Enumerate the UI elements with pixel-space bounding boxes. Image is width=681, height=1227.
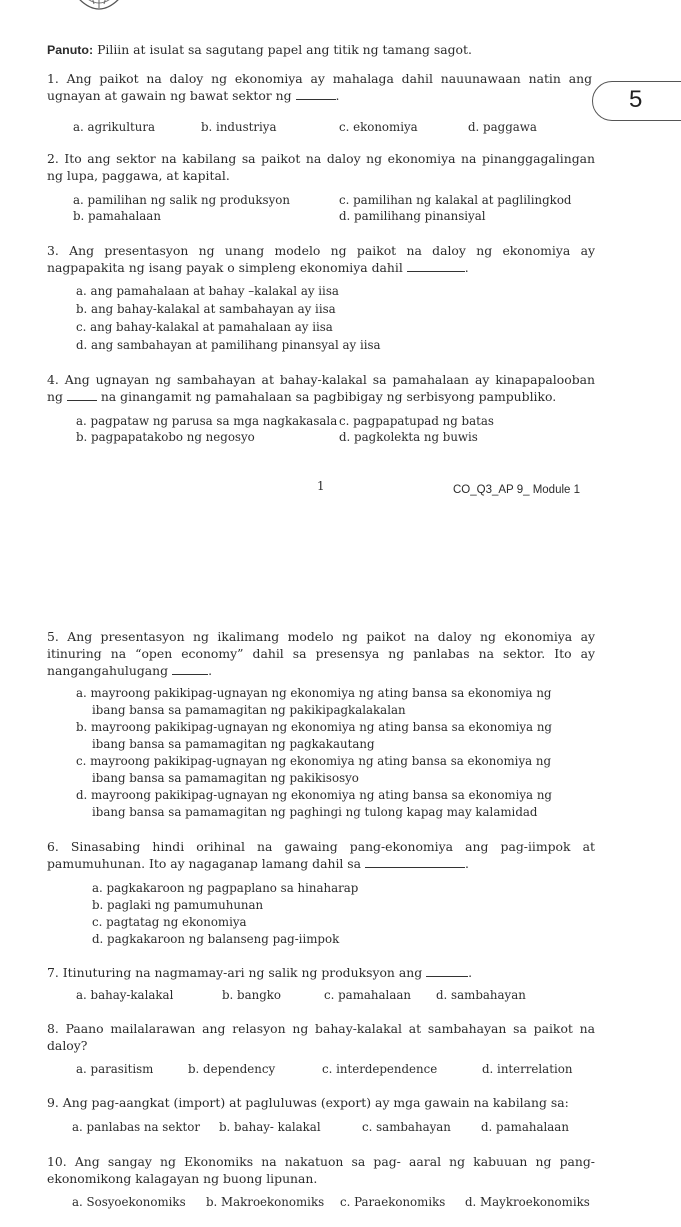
question-4-line-2: ng na ginangamit ng pamahalaan sa pagbibigay ng serbisyong pampubliko. [47,389,557,404]
choice-9b: b. bahay- kalakal [219,1120,321,1134]
module-code: CO_Q3_AP 9_ Module 1 [453,484,581,496]
instructions-text: Piliin at isulat sa sagutang papel ang titik ng tamang sagot. [93,42,472,57]
question-1-line-2: ugnayan at gawain ng bawat sektor ng . [47,88,340,103]
answer-blank [172,663,208,675]
question-3-line-1: 3. Ang presentasyon ng unang modelo ng paikot na daloy ng ekonomiya ay [47,243,595,258]
instructions [47,42,472,58]
question-1-line-1: 1. Ang paikot na daloy ng ekonomiya ay mahalaga dahil nauunawaan natin ang [47,71,592,86]
question-5-line-1: 5. Ang presentasyon ng ikalimang modelo ng paikot na daloy ng ekonomiya ay [47,629,595,644]
choice-7d: d. sambahayan [436,988,526,1002]
question-5-line-2: itinuring na “open economy” dahil sa presensya ng panlabas na sektor. Ito ay [47,646,595,661]
choice-5a-cont: ibang bansa sa pamamagitan ng pakikipagkalakalan [92,703,406,717]
answer-blank [67,389,97,401]
choice-9d: d. pamahalaan [481,1120,569,1134]
question-2-line-1: 2. Ito ang sektor na kabilang sa paikot na daloy ng ekonomiya na pinanggagalingan [47,151,595,166]
choice-4a: a. pagpataw ng parusa sa mga nagkakasala [76,414,338,428]
instructions-label: Panuto: [47,43,94,57]
choice-6b: b. paglaki ng pamumuhunan [92,898,264,912]
seal-logo-icon [60,0,138,18]
choice-5d-cont: ibang bansa sa pamamagitan ng paghingi ng tulong kapag may kalamidad [92,805,538,819]
choice-1a: a. agrikultura [73,120,156,134]
choice-1c: c. ekonomiya [339,120,418,134]
question-8-line-1: 8. Paano mailalarawan ang relasyon ng bahay-kalakal at sambahayan sa paikot na [47,1021,595,1036]
choice-2b: b. pamahalaan [73,209,161,223]
choice-5a: a. mayroong pakikipag-ugnayan ng ekonomiya ng ating bansa sa ekonomiya ng [76,686,552,700]
page-number: 1 [317,479,325,493]
choice-7a: a. bahay-kalakal [76,988,174,1002]
choice-3d: d. ang sambahayan at pamilihang pinansyal ay iisa [76,338,381,352]
question-7-line-1: 7. Itinuturing na nagmamay-ari ng salik ng produksyon ang . [47,965,473,980]
choice-1b: b. industriya [201,120,277,134]
question-5-line-3: nangangahulugang . [47,663,213,678]
question-2-line-2: ng lupa, paggawa, at kapital. [47,168,230,183]
choice-8b: b. dependency [188,1062,276,1076]
choice-10b: b. Makroekonomiks [206,1195,325,1209]
choice-2c: c. pamilihan ng kalakal at paglilingkod [339,193,572,207]
choice-10c: c. Paraekonomiks [340,1195,446,1209]
choice-7c: c. pamahalaan [324,988,411,1002]
choice-5c-cont: ibang bansa sa pamamagitan ng pakikisosyo [92,771,359,785]
choice-5c: c. mayroong pakikipag-ugnayan ng ekonomiya ng ating bansa sa ekonomiya ng [76,754,552,768]
choice-6d: d. pagkakaroon ng balanseng pag-iimpok [92,932,340,946]
question-4-line-1: 4. Ang ugnayan ng sambahayan at bahay-kalakal sa pamahalaan ay kinapapalooban [47,372,595,387]
choice-4d: d. pagkolekta ng buwis [339,430,478,444]
choice-8d: d. interrelation [482,1062,573,1076]
choice-1d: d. paggawa [468,120,537,134]
choice-3c: c. ang bahay-kalakal at pamahalaan ay iisa [76,320,333,334]
choice-8a: a. parasitism [76,1062,154,1076]
choice-5b: b. mayroong pakikipag-ugnayan ng ekonomiya ng ating bansa sa ekonomiya ng [76,720,552,734]
choice-9a: a. panlabas na sektor [72,1120,200,1134]
choice-2d: d. pamilihang pinansiyal [339,209,486,223]
choice-2a: a. pamilihan ng salik ng produksyon [73,193,290,207]
choice-9c: c. sambahayan [362,1120,451,1134]
choice-7b: b. bangko [222,988,282,1002]
question-10-line-1: 10. Ang sangay ng Ekonomiks na nakatuon sa pag- aaral ng kabuuan ng pang- [47,1154,595,1169]
question-10-line-2: ekonomikong kalagayan ng buong lipunan. [47,1171,318,1186]
choice-5b-cont: ibang bansa sa pamamagitan ng pagkakautang [92,737,375,751]
score-badge-value: 5 [629,86,643,113]
choice-10d: d. Maykroekonomiks [465,1195,590,1209]
choice-6a: a. pagkakaroon ng pagpaplano sa hinaharap [92,881,359,895]
choice-10a: a. Sosyoekonomiks [72,1195,186,1209]
choice-6c: c. pagtatag ng ekonomiya [92,915,247,929]
question-3-line-2: nagpapakita ng isang payak o simpleng ekonomiya dahil . [47,260,469,275]
question-6-line-2: pamumuhunan. Ito ay nagaganap lamang dahil sa . [47,856,469,871]
answer-blank [407,260,465,272]
question-8-line-2: daloy? [47,1038,88,1053]
answer-blank [365,856,465,868]
question-9-line-1: 9. Ang pag-aangkat (import) at pagluluwas (export) ay mga gawain na kabilang sa: [47,1095,569,1110]
answer-blank [426,965,468,977]
choice-3a: a. ang pamahalaan at bahay –kalakal ay iisa [76,284,339,298]
choice-4b: b. pagpapatakobo ng negosyo [76,430,255,444]
choice-4c: c. pagpapatupad ng batas [339,414,494,428]
question-6-line-1: 6. Sinasabing hindi orihinal na gawaing pang-ekonomiya ang pag-iimpok at [47,839,595,854]
choice-3b: b. ang bahay-kalakal at sambahayan ay iisa [76,302,336,316]
choice-5d: d. mayroong pakikipag-ugnayan ng ekonomiya ng ating bansa sa ekonomiya ng [76,788,552,802]
choice-8c: c. interdependence [322,1062,438,1076]
answer-blank [296,88,336,100]
score-badge [592,81,681,121]
